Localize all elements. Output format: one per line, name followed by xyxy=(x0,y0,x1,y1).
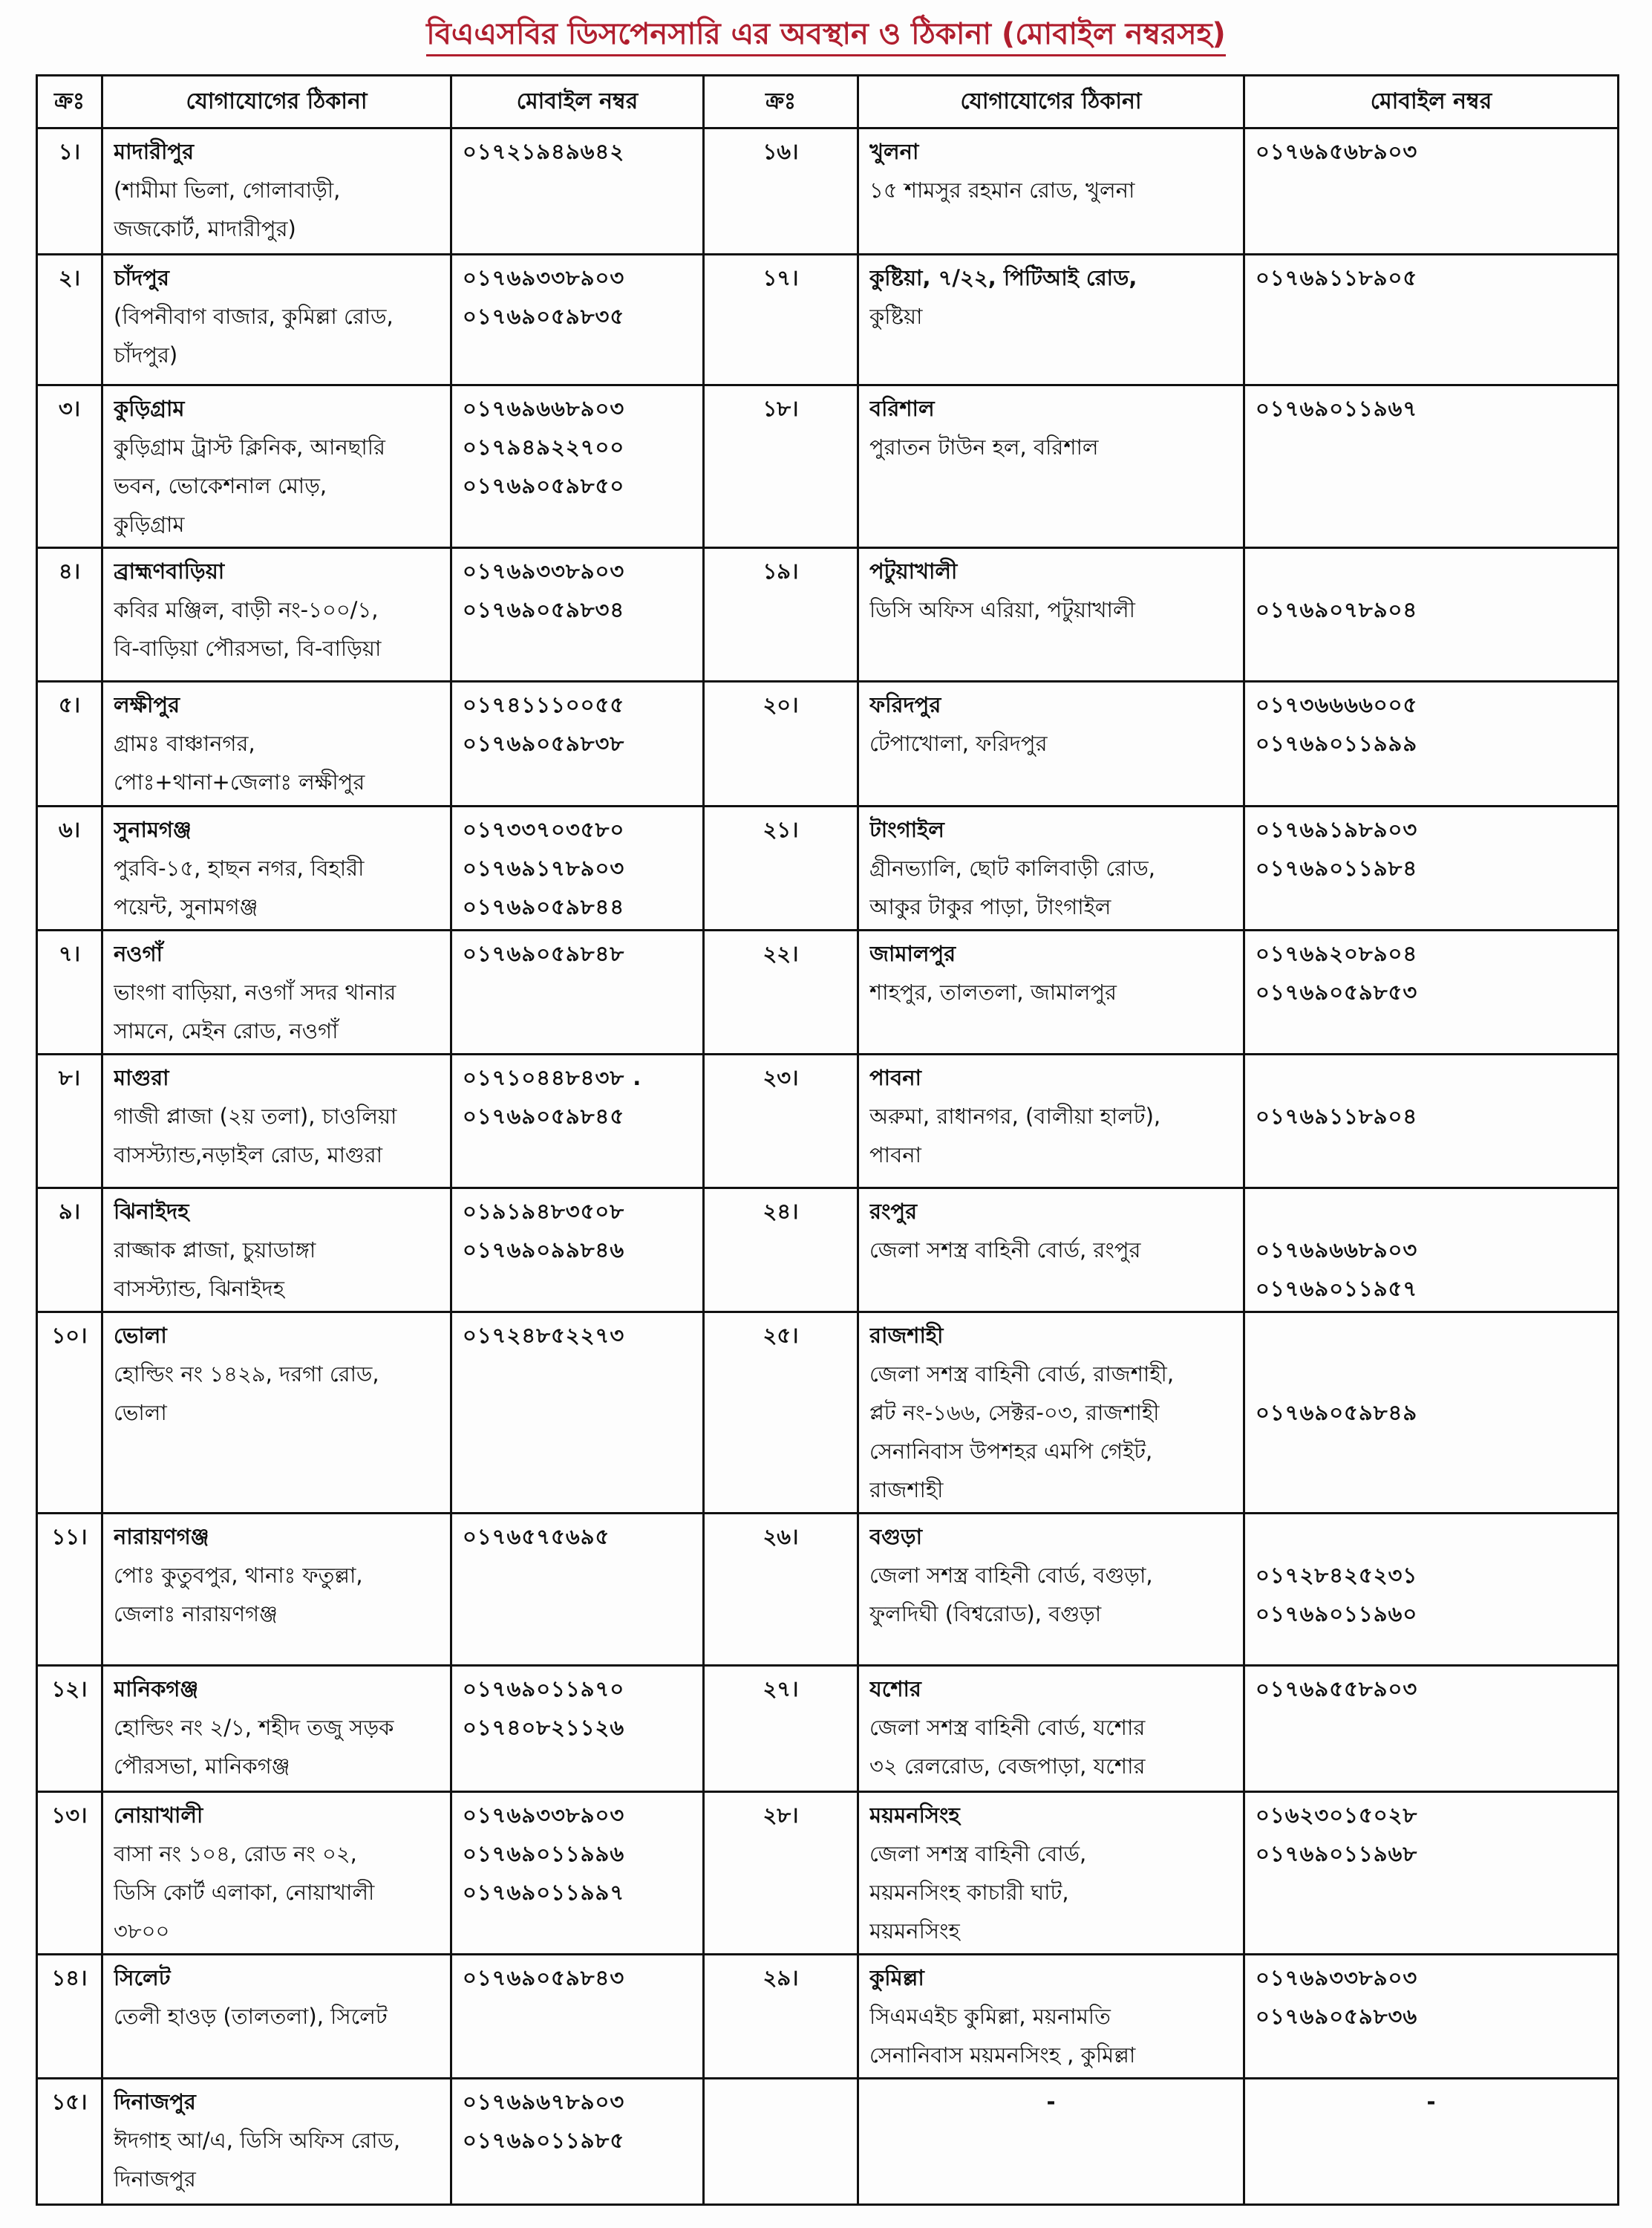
address-cell xyxy=(858,682,1244,807)
header-address-right: যোগাযোগের ঠিকানা xyxy=(858,76,1244,128)
district-name: সুনামগঞ্জ xyxy=(114,817,192,842)
mobile-cell xyxy=(1244,128,1619,255)
mobile-cell xyxy=(1244,1666,1619,1792)
address-line: রাজশাহী xyxy=(869,1477,944,1502)
address-line: বাসস্ট্যান্ড,নড়াইল রোড, মাগুরা xyxy=(114,1142,383,1167)
address-cell xyxy=(858,255,1244,385)
district-name: বগুড়া xyxy=(869,1524,922,1549)
address-line: সেনানিবাস ময়মনসিংহ , কুমিল্লা xyxy=(869,2042,1136,2068)
address-line: জেলা সশস্ত্র বাহিনী বোর্ড, xyxy=(869,1841,1087,1866)
mobile-cell xyxy=(451,1955,704,2079)
address-line: ঈদগাহ আ/এ, ডিসি অফিস রোড, xyxy=(114,2128,401,2153)
mobile-number: ০১৭৬৯০৫৯৮৪৯ xyxy=(1256,1400,1418,1425)
mobile-number: ০১৭৯৪৯২২৭০০ xyxy=(463,434,625,460)
mobile-number: ০১৭৬৯০১১৯৬৭ xyxy=(1256,396,1418,421)
header-serial-left: ক্রঃ xyxy=(37,76,102,128)
table-row xyxy=(37,807,1619,931)
mobile-number: ০১৭৬৯১৯৮৯০৩ xyxy=(1256,817,1418,842)
table-row xyxy=(37,931,1619,1055)
district-name: নওগাঁ xyxy=(114,941,163,966)
address-line: ডিসি অফিস এরিয়া, পটুয়াখালী xyxy=(869,597,1135,622)
table-row xyxy=(37,2079,1619,2205)
table-row xyxy=(37,1514,1619,1666)
mobile-cell xyxy=(1244,1792,1619,1955)
mobile-number: ০১৭৬৯৬৭৮৯০৩ xyxy=(463,2089,625,2114)
mobile-number: ০১৬২৩০১৫০২৮ xyxy=(1256,1802,1418,1828)
address-cell: - xyxy=(858,2079,1244,2205)
district-name: ময়মনসিংহ xyxy=(869,1802,960,1828)
mobile-number: ০১৭৬৯০৫৯৮৩৪ xyxy=(463,597,625,622)
serial-cell: ২৪। xyxy=(704,1188,858,1312)
address-line: বি-বাড়িয়া পৌরসভা, বি-বাড়িয়া xyxy=(114,636,382,661)
mobile-number: ০১৭৬৯০৫৯৮৪৪ xyxy=(463,894,625,919)
serial-cell: ৮। xyxy=(37,1055,102,1188)
serial-cell: ২৩। xyxy=(704,1055,858,1188)
mobile-number: ০১৭৬৯০৫৯৮৪৫ xyxy=(463,1104,625,1129)
district-name: ঝিনাইদহ xyxy=(114,1199,189,1224)
address-cell xyxy=(102,1955,451,2079)
serial-cell: ২। xyxy=(37,255,102,385)
mobile-number: ০১৭৬৫৭৫৬৯৫ xyxy=(463,1524,610,1549)
table-row xyxy=(37,1792,1619,1955)
district-name: কুষ্টিয়া, ৭/২২, পিটিআই রোড, xyxy=(869,265,1137,290)
address-line: গ্রামঃ বাঞ্চানগর, xyxy=(114,731,255,756)
mobile-number: ০১৭৬৯০১১৯৯৬ xyxy=(463,1841,625,1866)
serial-cell: ১৫। xyxy=(37,2079,102,2205)
serial-cell: ২৬। xyxy=(704,1514,858,1666)
table-row xyxy=(37,128,1619,255)
address-line: পুরাতন টাউন হল, বরিশাল xyxy=(869,434,1099,460)
mobile-number: ০১৭১০৪৪৮৪৩৮ . xyxy=(463,1065,642,1090)
address-line: জজকোর্ট, মাদারীপুর) xyxy=(114,216,296,241)
district-name: কুমিল্লা xyxy=(869,1965,924,1990)
address-cell xyxy=(102,1312,451,1514)
mobile-cell xyxy=(1244,682,1619,807)
page-title xyxy=(0,10,1652,60)
mobile-cell xyxy=(451,682,704,807)
serial-cell: ১। xyxy=(37,128,102,255)
table-body xyxy=(37,128,1619,2205)
address-line: জেলা সশস্ত্র বাহিনী বোর্ড, বগুড়া, xyxy=(869,1563,1153,1588)
address-cell xyxy=(858,931,1244,1055)
address-line: ভাংগা বাড়িয়া, নওগাঁ সদর থানার xyxy=(114,980,396,1005)
serial-cell: ২০। xyxy=(704,682,858,807)
address-line: ডিসি কোর্ট এলাকা, নোয়াখালী xyxy=(114,1880,375,1905)
district-name: ভোলা xyxy=(114,1323,167,1348)
mobile-number: ০১৭৬৯০৫৯৮৩৬ xyxy=(1256,2004,1418,2029)
address-line: ময়মনসিংহ xyxy=(869,1918,960,1944)
serial-cell: ১৩। xyxy=(37,1792,102,1955)
mobile-cell xyxy=(451,1792,704,1955)
address-cell xyxy=(858,807,1244,931)
district-name: চাঁদপুর xyxy=(114,265,169,290)
header-address-left: যোগাযোগের ঠিকানা xyxy=(102,76,451,128)
address-line: পৌরসভা, মানিকগঞ্জ xyxy=(114,1753,290,1779)
district-name: বরিশাল xyxy=(869,396,935,421)
address-line: ৩২ রেলরোড, বেজপাড়া, যশোর xyxy=(869,1753,1146,1779)
mobile-number: ০১৭৬৯০৫৯৮৩৮ xyxy=(463,731,625,756)
address-line: হোল্ডিং নং ২/১, শহীদ তজু সড়ক xyxy=(114,1715,394,1740)
mobile-number: ০১৭৬৯৩৩৮৯০৩ xyxy=(463,265,625,290)
address-cell xyxy=(102,1514,451,1666)
address-line: কুড়িগ্রাম xyxy=(114,512,185,537)
mobile-cell xyxy=(1244,255,1619,385)
address-cell xyxy=(102,255,451,385)
mobile-number: ০১৭৬৯০৫৯৮৫৩ xyxy=(1256,980,1418,1005)
mobile-number: ০১৭৬৯৫৬৮৯০৩ xyxy=(1256,139,1418,164)
mobile-number: ০১৭৬৯২০৮৯০৪ xyxy=(1256,941,1418,966)
mobile-number: ০১৭৬৯৬৬৮৯০৩ xyxy=(463,396,625,421)
mobile-number: ০১৭৬৯১৭৮৯০৩ xyxy=(463,856,625,881)
address-line: ময়মনসিংহ কাচারী ঘাট, xyxy=(869,1880,1069,1905)
address-cell xyxy=(102,1792,451,1955)
mobile-number: ০১৭৬৯০৯৯৮৪৬ xyxy=(463,1237,625,1263)
mobile-number: ০১৭২১৯৪৯৬৪২ xyxy=(463,139,625,164)
mobile-cell xyxy=(1244,807,1619,931)
mobile-cell xyxy=(451,385,704,548)
address-line: প্লট নং-১৬৬, সেক্টর-০৩, রাজশাহী xyxy=(869,1400,1160,1425)
serial-cell: ১৪। xyxy=(37,1955,102,2079)
address-cell xyxy=(102,931,451,1055)
address-cell xyxy=(102,128,451,255)
mobile-cell xyxy=(1244,1514,1619,1666)
district-name: রংপুর xyxy=(869,1199,918,1224)
district-name: সিলেট xyxy=(114,1965,171,1990)
mobile-number: ০১৭২৪৮৫২২৭৩ xyxy=(463,1323,625,1348)
serial-cell: ১২। xyxy=(37,1666,102,1792)
mobile-number: ০১৭৪১১১০০৫৫ xyxy=(463,692,625,717)
mobile-number: ০১৭৬৯১১৮৯০৫ xyxy=(1256,265,1418,290)
mobile-cell xyxy=(451,931,704,1055)
mobile-number: ০১৭৬৯৩৩৮৯০৩ xyxy=(463,1802,625,1828)
address-line: ৩৮০০ xyxy=(114,1918,170,1944)
serial-cell: ৪। xyxy=(37,548,102,682)
mobile-cell xyxy=(451,548,704,682)
address-line: (বিপনীবাগ বাজার, কুমিল্লা রোড, xyxy=(114,304,394,329)
mobile-cell xyxy=(1244,1188,1619,1312)
address-line: সামনে, মেইন রোড, নওগাঁ xyxy=(114,1018,339,1043)
mobile-number: ০১৭৬৯০১১৯৯৯ xyxy=(1256,731,1418,756)
serial-cell: ১০। xyxy=(37,1312,102,1514)
address-cell xyxy=(858,1955,1244,2079)
district-name: জামালপুর xyxy=(869,941,956,966)
table-row xyxy=(37,1666,1619,1792)
address-line: অরুমা, রাধানগর, (বালীয়া হালট), xyxy=(869,1104,1161,1129)
mobile-cell xyxy=(451,1666,704,1792)
mobile-number: ০১৭২৮৪২৫২৩১ xyxy=(1256,1563,1418,1588)
address-line: গাজী প্লাজা (২য় তলা), চাওলিয়া xyxy=(114,1104,397,1129)
district-name: পাবনা xyxy=(869,1065,921,1090)
address-line: জেলা সশস্ত্র বাহিনী বোর্ড, যশোর xyxy=(869,1715,1146,1740)
address-line: কুষ্টিয়া xyxy=(869,304,923,329)
address-line: ভবন, ভোকেশনাল মোড়, xyxy=(114,473,327,498)
mobile-number: ০১৭৬৯০১১৯৬৮ xyxy=(1256,1841,1418,1866)
mobile-number: ০১৭৬৯৩৩৮৯০৩ xyxy=(1256,1965,1418,1990)
table-row xyxy=(37,255,1619,385)
serial-cell: ২৭। xyxy=(704,1666,858,1792)
mobile-number: ০১৭৬৯০৫৯৮৪৩ xyxy=(463,1965,625,1990)
table-row xyxy=(37,1312,1619,1514)
address-cell xyxy=(858,1666,1244,1792)
serial-cell: ২৮। xyxy=(704,1792,858,1955)
address-line: পুরবি-১৫, হাছন নগর, বিহারী xyxy=(114,856,365,881)
mobile-number: ০১৯১৯৪৮৩৫০৮ xyxy=(463,1199,625,1224)
header-mobile-left: মোবাইল নম্বর xyxy=(451,76,704,128)
serial-cell xyxy=(704,2079,858,2205)
address-line: বাসস্ট্যান্ড, ঝিনাইদহ xyxy=(114,1276,284,1301)
address-cell xyxy=(858,1312,1244,1514)
address-line: কবির মঞ্জিল, বাড়ী নং-১০০/১, xyxy=(114,597,379,622)
address-line: রাজ্জাক প্লাজা, চুয়াডাঙ্গা xyxy=(114,1237,316,1263)
serial-cell: ১৬। xyxy=(704,128,858,255)
mobile-cell xyxy=(1244,385,1619,548)
address-line: শাহপুর, তালতলা, জামালপুর xyxy=(869,980,1117,1005)
serial-cell: ৭। xyxy=(37,931,102,1055)
mobile-cell xyxy=(1244,548,1619,682)
table-header-row xyxy=(37,76,1619,128)
mobile-cell xyxy=(1244,931,1619,1055)
table-row xyxy=(37,548,1619,682)
serial-cell: ২২। xyxy=(704,931,858,1055)
address-line: দিনাজপুর xyxy=(114,2166,196,2192)
table-row xyxy=(37,1188,1619,1312)
mobile-number: ০১৭৬৯৬৬৮৯০৩ xyxy=(1256,1237,1418,1263)
address-cell xyxy=(102,2079,451,2205)
mobile-cell xyxy=(1244,1055,1619,1188)
district-name: টাংগাইল xyxy=(869,817,944,842)
district-name: খুলনা xyxy=(869,139,919,164)
serial-cell: ৬। xyxy=(37,807,102,931)
district-name: দিনাজপুর xyxy=(114,2089,196,2114)
address-line: টেপাখোলা, ফরিদপুর xyxy=(869,731,1048,756)
header-mobile-right: মোবাইল নম্বর xyxy=(1244,76,1619,128)
address-cell xyxy=(102,807,451,931)
address-cell xyxy=(858,548,1244,682)
address-line: হোল্ডিং নং ১৪২৯, দরগা রোড, xyxy=(114,1361,379,1387)
district-name: মাগুরা xyxy=(114,1065,169,1090)
address-line: জেলা সশস্ত্র বাহিনী বোর্ড, রাজশাহী, xyxy=(869,1361,1175,1387)
address-line: পোঃ কুতুবপুর, থানাঃ ফতুল্লা, xyxy=(114,1563,363,1588)
district-name: নোয়াখালী xyxy=(114,1802,203,1828)
address-line: ফুলদিঘী (বিশ্বরোড), বগুড়া xyxy=(869,1601,1102,1626)
address-cell xyxy=(858,1792,1244,1955)
district-name: মাদারীপুর xyxy=(114,139,195,164)
mobile-number: ০১৭৩৬৬৬৬০০৫ xyxy=(1256,692,1418,717)
mobile-number: ০১৭৬৯৩৩৮৯০৩ xyxy=(463,558,625,584)
mobile-cell xyxy=(451,128,704,255)
address-line: পয়েন্ট, সুনামগঞ্জ xyxy=(114,894,258,919)
address-cell xyxy=(858,1188,1244,1312)
table-row xyxy=(37,1055,1619,1188)
serial-cell: ৯। xyxy=(37,1188,102,1312)
serial-cell: ১৯। xyxy=(704,548,858,682)
address-cell xyxy=(858,1055,1244,1188)
mobile-number: ০১৭৩৩৭০৩৫৮০ xyxy=(463,817,625,842)
address-line: আকুর টাকুর পাড়া, টাংগাইল xyxy=(869,894,1111,919)
address-line: জেলাঃ নারায়ণগঞ্জ xyxy=(114,1601,278,1626)
district-name: কুড়িগ্রাম xyxy=(114,396,185,421)
district-name: পটুয়াখালী xyxy=(869,558,958,584)
address-line: সিএমএইচ কুমিল্লা, ময়নামতি xyxy=(869,2004,1111,2029)
district-name: নারায়ণগঞ্জ xyxy=(114,1524,209,1549)
serial-cell: ৩। xyxy=(37,385,102,548)
serial-cell: ১৮। xyxy=(704,385,858,548)
address-cell xyxy=(102,1666,451,1792)
address-line: পাবনা xyxy=(869,1142,921,1167)
mobile-number: ০১৭৬৯০১১৯৭০ xyxy=(463,1676,625,1701)
district-name: মানিকগঞ্জ xyxy=(114,1676,199,1701)
mobile-number: ০১৭৬৯০১১৯৮৫ xyxy=(463,2128,625,2153)
mobile-number: ০১৭৬৯০৭৮৯০৪ xyxy=(1256,597,1418,622)
address-line: ভোলা xyxy=(114,1400,167,1425)
district-name: লক্ষীপুর xyxy=(114,692,180,717)
address-cell xyxy=(102,548,451,682)
mobile-cell xyxy=(451,1312,704,1514)
header-serial-right: ক্রঃ xyxy=(704,76,858,128)
mobile-number: ০১৭৬৯০১১৯৮৪ xyxy=(1256,856,1418,881)
address-cell xyxy=(102,682,451,807)
mobile-cell xyxy=(451,255,704,385)
mobile-cell: - xyxy=(1244,2079,1619,2205)
district-name: ফরিদপুর xyxy=(869,692,941,717)
district-name: রাজশাহী xyxy=(869,1323,944,1348)
mobile-number: ০১৭৬৯০১১৯৬০ xyxy=(1256,1601,1418,1626)
serial-cell: ২৯। xyxy=(704,1955,858,2079)
serial-cell: ১১। xyxy=(37,1514,102,1666)
address-line: বাসা নং ১০৪, রোড নং ০২, xyxy=(114,1841,357,1866)
address-line: তেলী হাওড় (তালতলা), সিলেট xyxy=(114,2004,388,2029)
mobile-cell xyxy=(451,1514,704,1666)
address-line: (শামীমা ভিলা, গোলাবাড়ী, xyxy=(114,177,341,203)
address-line: গ্রীনভ্যালি, ছোট কালিবাড়ী রোড, xyxy=(869,856,1155,881)
district-name: যশোর xyxy=(869,1676,921,1701)
mobile-number: ০১৭৬৯০৫৯৮৩৫ xyxy=(463,304,625,329)
address-line: চাঁদপুর) xyxy=(114,342,178,368)
serial-cell: ৫। xyxy=(37,682,102,807)
mobile-number: ০১৭৬৯০৫৯৮৫০ xyxy=(463,473,625,498)
district-name: ব্রাহ্মণবাড়িয়া xyxy=(114,558,225,584)
address-cell xyxy=(102,385,451,548)
address-line: সেনানিবাস উপশহর এমপি গেইট, xyxy=(869,1439,1153,1464)
address-cell xyxy=(102,1188,451,1312)
mobile-number: ০১৭৬৯৫৫৮৯০৩ xyxy=(1256,1676,1418,1701)
mobile-number: ০১৭৪০৮২১১২৬ xyxy=(463,1715,625,1740)
address-cell xyxy=(102,1055,451,1188)
address-cell xyxy=(858,1514,1244,1666)
mobile-number: ০১৭৬৯০১১৯৫৭ xyxy=(1256,1276,1418,1301)
mobile-cell xyxy=(1244,1955,1619,2079)
page-title-text: বিএএসবির ডিসপেনসারি এর অবস্থান ও ঠিকানা (মোবাইল নম্বরসহ) xyxy=(426,17,1226,56)
address-line: জেলা সশস্ত্র বাহিনী বোর্ড, রংপুর xyxy=(869,1237,1141,1263)
address-cell xyxy=(858,128,1244,255)
mobile-cell xyxy=(451,1055,704,1188)
address-line: পোঃ+থানা+জেলাঃ লক্ষীপুর xyxy=(114,769,365,795)
mobile-cell xyxy=(451,807,704,931)
serial-cell: ২১। xyxy=(704,807,858,931)
serial-cell: ১৭। xyxy=(704,255,858,385)
mobile-cell xyxy=(451,2079,704,2205)
mobile-cell xyxy=(1244,1312,1619,1514)
address-line: ১৫ শামসুর রহমান রোড, খুলনা xyxy=(869,177,1135,203)
mobile-number: ০১৭৬৯০১১৯৯৭ xyxy=(463,1880,625,1905)
mobile-number: ০১৭৬৯১১৮৯০৪ xyxy=(1256,1104,1418,1129)
table-row xyxy=(37,1955,1619,2079)
address-line: কুড়িগ্রাম ট্রাস্ট ক্লিনিক, আনছারি xyxy=(114,434,385,460)
serial-cell: ২৫। xyxy=(704,1312,858,1514)
table-row xyxy=(37,682,1619,807)
address-cell xyxy=(858,385,1244,548)
mobile-number: ০১৭৬৯০৫৯৮৪৮ xyxy=(463,941,625,966)
mobile-cell xyxy=(451,1188,704,1312)
table-row xyxy=(37,385,1619,548)
dispensary-table xyxy=(36,74,1619,2206)
